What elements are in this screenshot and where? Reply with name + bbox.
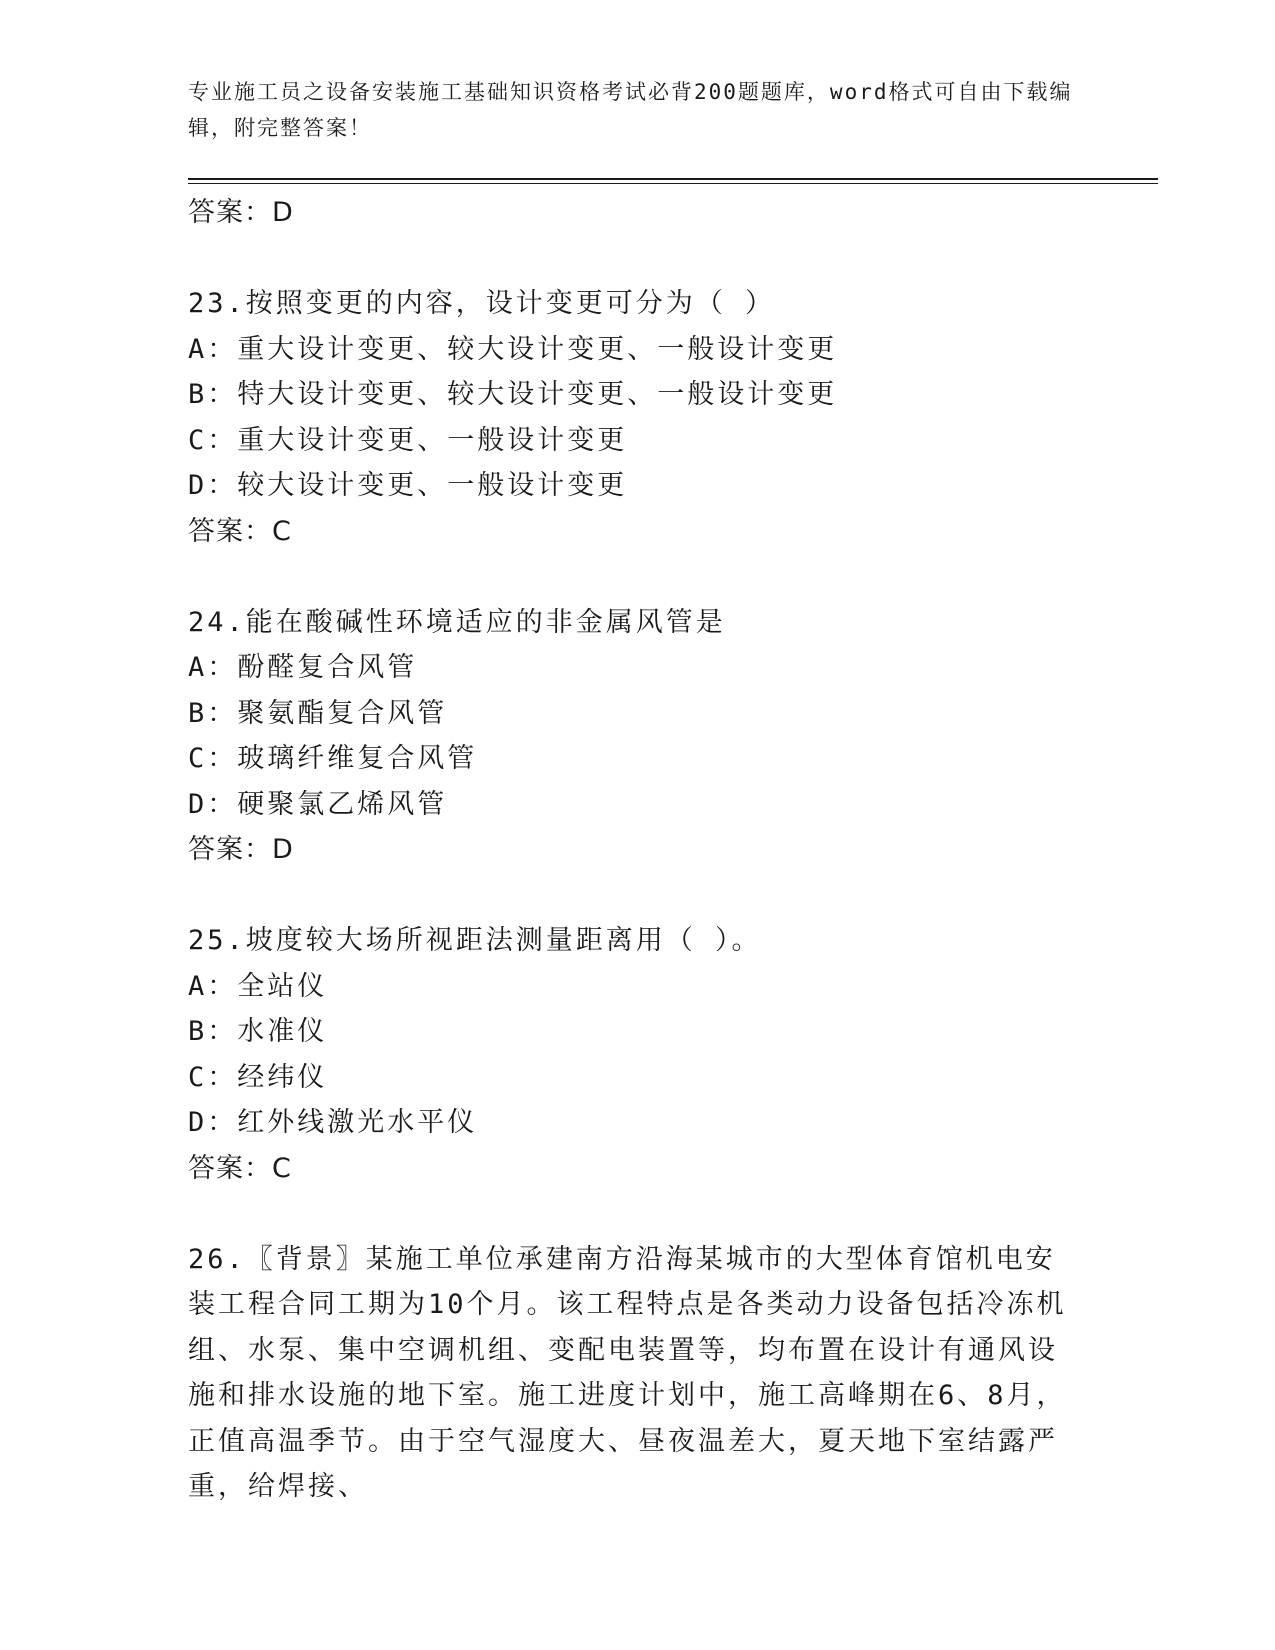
spacer	[188, 236, 1088, 282]
spacer	[188, 873, 1088, 919]
option-a: A：酚醛复合风管	[188, 652, 418, 683]
option-c: C：重大设计变更、一般设计变更	[188, 424, 628, 456]
spacer	[188, 1191, 1088, 1237]
question-stem: 23.按照变更的内容，设计变更可分为（ ）	[188, 288, 776, 319]
question-stem: 25.坡度较大场所视距法测量距离用（ ）。	[188, 925, 762, 956]
spacer	[188, 554, 1088, 600]
option-c: C：经纬仪	[188, 1061, 328, 1093]
document-header: 专业施工员之设备安装施工基础知识资格考试必背200题题库，word格式可自由下载编辑，附完整答案！	[188, 80, 1073, 140]
option-b: B：聚氨酯复合风管	[188, 697, 448, 729]
header-divider-thin	[188, 183, 1158, 184]
header-divider-thick	[188, 178, 1158, 180]
option-b: B：特大设计变更、较大设计变更、一般设计变更	[188, 379, 838, 410]
option-a: A：重大设计变更、较大设计变更、一般设计变更	[188, 333, 838, 365]
answer-q25: 答案：C	[188, 1152, 292, 1184]
option-d: D：红外线激光水平仪	[188, 1107, 478, 1138]
question-26-background: 26.〖背景〗某施工单位承建南方沿海某城市的大型体育馆机电安装工程合同工期为10个月。该工程特点是各类动力设备包括冷冻机组、水泵、集中空调机组、变配电装置等，均布置在设计有通风设施和排水设施的地下室。施工进度计划中，施工高峰期在6、8月，正值高温季节。由于空气湿度大、昼夜温差大，夏天地下室结露严重，给焊接、	[188, 1243, 1067, 1502]
document-body	[188, 190, 1088, 1510]
option-d: D：硬聚氯乙烯风管	[188, 788, 448, 820]
question-24	[188, 600, 1088, 873]
question-stem: 24.能在酸碱性环境适应的非金属风管是	[188, 606, 726, 638]
option-d: D：较大设计变更、一般设计变更	[188, 470, 628, 501]
option-b: B：水准仪	[188, 1016, 328, 1047]
question-23	[188, 281, 1088, 554]
answer-q22: 答案：D	[188, 197, 294, 228]
answer-q23: 答案：C	[188, 515, 292, 547]
option-a: A：全站仪	[188, 970, 328, 1002]
answer-q24: 答案：D	[188, 834, 294, 865]
question-25	[188, 918, 1088, 1191]
option-c: C：玻璃纤维复合风管	[188, 743, 478, 774]
